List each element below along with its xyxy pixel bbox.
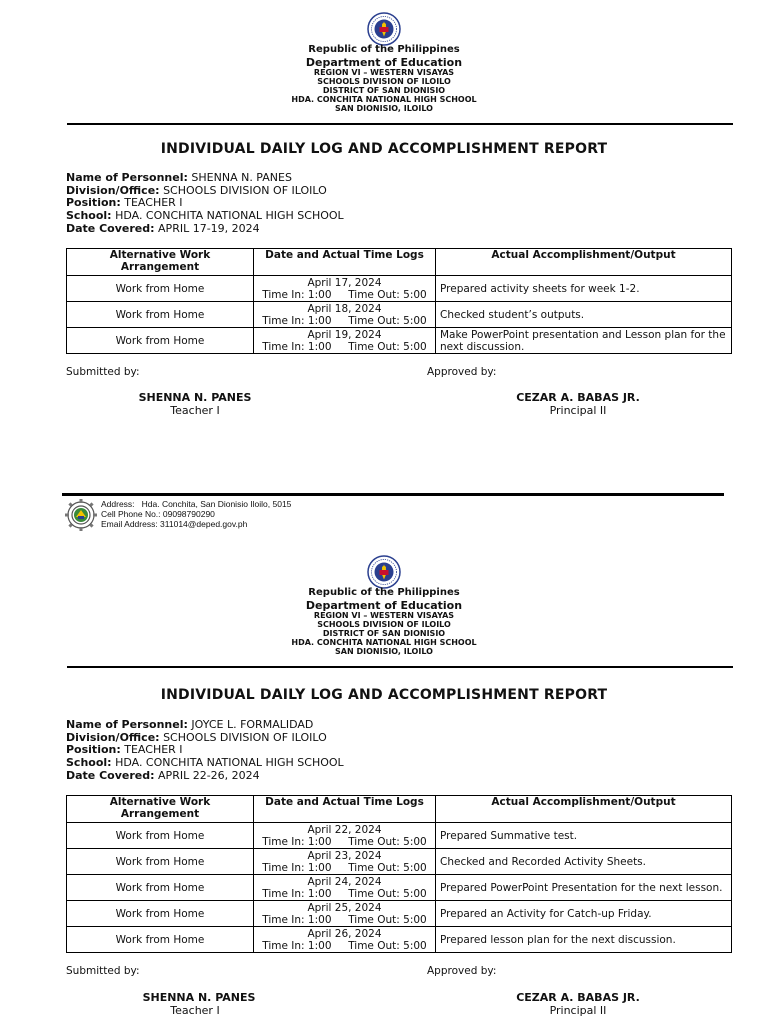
cell-time-log: April 25, 2024 Time In: 1:00 Time Out: 5:00 [254,901,436,927]
approved-by-label: Approved by: [427,965,497,977]
personnel-info [66,172,344,236]
cell-arrangement: Work from Home [67,927,254,953]
letterhead-department: Department of Education [305,599,463,612]
table-header-row [67,796,732,823]
daily-log-table [66,248,732,354]
cell-arrangement: Work from Home [67,823,254,849]
table-header-row [67,249,732,276]
letterhead-district: DISTRICT OF SAN DIONISIO [322,629,446,638]
deped-seal-icon [367,555,401,589]
submitter-name: SHENNA N. PANES [142,991,256,1004]
cell-time-log: April 22, 2024 Time In: 1:00 Time Out: 5:00 [254,823,436,849]
cell-accomplishment: Prepared lesson plan for the next discussion. [436,927,732,953]
approver-position: Principal II [549,404,607,417]
report-title: INDIVIDUAL DAILY LOG AND ACCOMPLISHMENT REPORT [160,141,608,157]
cell-arrangement: Work from Home [67,276,254,302]
info-row-school: School: HDA. CONCHITA NATIONAL HIGH SCHOOL [66,209,344,223]
school-contact-info [101,499,291,530]
letterhead-country: Republic of the Philippines [308,44,460,55]
table-row [67,276,732,302]
footer-divider [62,493,724,496]
approver-name: CEZAR A. BABAS JR. [516,991,640,1004]
letterhead-district: DISTRICT OF SAN DIONISIO [322,86,446,95]
cell-arrangement: Work from Home [67,875,254,901]
table-row [67,875,732,901]
cell-accomplishment: Checked and Recorded Activity Sheets. [436,849,732,875]
cell-arrangement: Work from Home [67,849,254,875]
school-email: Email Address: 311014@deped.gov.ph [101,519,248,530]
submitted-by-label: Submitted by: [66,965,140,977]
submitted-by-label: Submitted by: [66,366,140,378]
approver-name: CEZAR A. BABAS JR. [516,391,640,404]
header-divider [67,123,733,125]
table-row [67,927,732,953]
info-row-position: Position: TEACHER I [66,196,183,210]
school-gear-logo-icon [64,498,98,532]
cell-arrangement: Work from Home [67,901,254,927]
table-row [67,328,732,354]
info-row-division: Division/Office: SCHOOLS DIVISION OF ILOILO [66,730,327,744]
col-header-accomplishment: Actual Accomplishment/Output [436,249,732,276]
cell-accomplishment: Prepared Summative test. [436,823,732,849]
cell-accomplishment: Checked student’s outputs. [436,302,732,328]
cell-time-log: April 17, 2024 Time In: 1:00 Time Out: 5:00 [254,276,436,302]
info-row-date-covered: Date Covered: APRIL 17-19, 2024 [66,221,260,235]
daily-log-table [66,795,732,953]
info-row-name: Name of Personnel: JOYCE L. FORMALIDAD [66,718,314,731]
table-row [67,849,732,875]
letterhead-country: Republic of the Philippines [308,587,460,598]
letterhead-location: SAN DIONISIO, ILOILO [335,104,433,113]
info-row-name: Name of Personnel: SHENNA N. PANES [66,171,292,184]
letterhead [0,588,768,656]
approver-position: Principal II [549,1004,607,1017]
col-header-accomplishment: Actual Accomplishment/Output [436,796,732,823]
letterhead-division: SCHOOLS DIVISION OF ILOILO [317,620,451,629]
col-header-arrangement: Alternative Work Arrangement [67,249,254,276]
submitter-name: SHENNA N. PANES [138,391,252,404]
info-row-school: School: HDA. CONCHITA NATIONAL HIGH SCHOOL [66,756,344,770]
cell-accomplishment: Prepared PowerPoint Presentation for the next lesson. [436,875,732,901]
approved-by-label: Approved by: [427,366,497,378]
col-header-time-logs: Date and Actual Time Logs [254,249,436,276]
personnel-info [66,719,344,783]
info-row-date-covered: Date Covered: APRIL 22-26, 2024 [66,768,260,782]
table-row [67,823,732,849]
deped-seal-icon [367,12,401,46]
submitter-position: Teacher I [170,1004,220,1017]
letterhead-school: HDA. CONCHITA NATIONAL HIGH SCHOOL [291,95,477,104]
submitter-position: Teacher I [170,404,220,417]
cell-arrangement: Work from Home [67,302,254,328]
school-address: Address: Hda. Conchita, San Dionisio Iloilo, 5015 [101,499,292,509]
cell-time-log: April 23, 2024 Time In: 1:00 Time Out: 5:00 [254,849,436,875]
letterhead-region: REGION VI – WESTERN VISAYAS [313,68,455,77]
report-title: INDIVIDUAL DAILY LOG AND ACCOMPLISHMENT REPORT [160,687,608,703]
header-divider [67,666,733,668]
letterhead-division: SCHOOLS DIVISION OF ILOILO [317,77,451,86]
cell-time-log: April 18, 2024 Time In: 1:00 Time Out: 5:00 [254,302,436,328]
cell-time-log: April 19, 2024 Time In: 1:00 Time Out: 5:00 [254,328,436,354]
cell-time-log: April 24, 2024 Time In: 1:00 Time Out: 5:00 [254,875,436,901]
table-row [67,302,732,328]
school-phone: Cell Phone No.: 09098790290 [101,509,215,520]
cell-arrangement: Work from Home [67,328,254,354]
cell-accomplishment: Make PowerPoint presentation and Lesson plan for the next discussion. [436,328,732,354]
letterhead-school: HDA. CONCHITA NATIONAL HIGH SCHOOL [291,638,477,647]
letterhead [0,45,768,113]
letterhead-region: REGION VI – WESTERN VISAYAS [313,611,455,620]
letterhead-department: Department of Education [305,56,463,69]
col-header-time-logs: Date and Actual Time Logs [254,796,436,823]
cell-time-log: April 26, 2024 Time In: 1:00 Time Out: 5:00 [254,927,436,953]
table-row [67,901,732,927]
cell-accomplishment: Prepared activity sheets for week 1-2. [436,276,732,302]
letterhead-location: SAN DIONISIO, ILOILO [335,647,433,656]
info-row-division: Division/Office: SCHOOLS DIVISION OF ILOILO [66,183,327,197]
info-row-position: Position: TEACHER I [66,743,183,757]
cell-accomplishment: Prepared an Activity for Catch-up Friday. [436,901,732,927]
col-header-arrangement: Alternative Work Arrangement [67,796,254,823]
